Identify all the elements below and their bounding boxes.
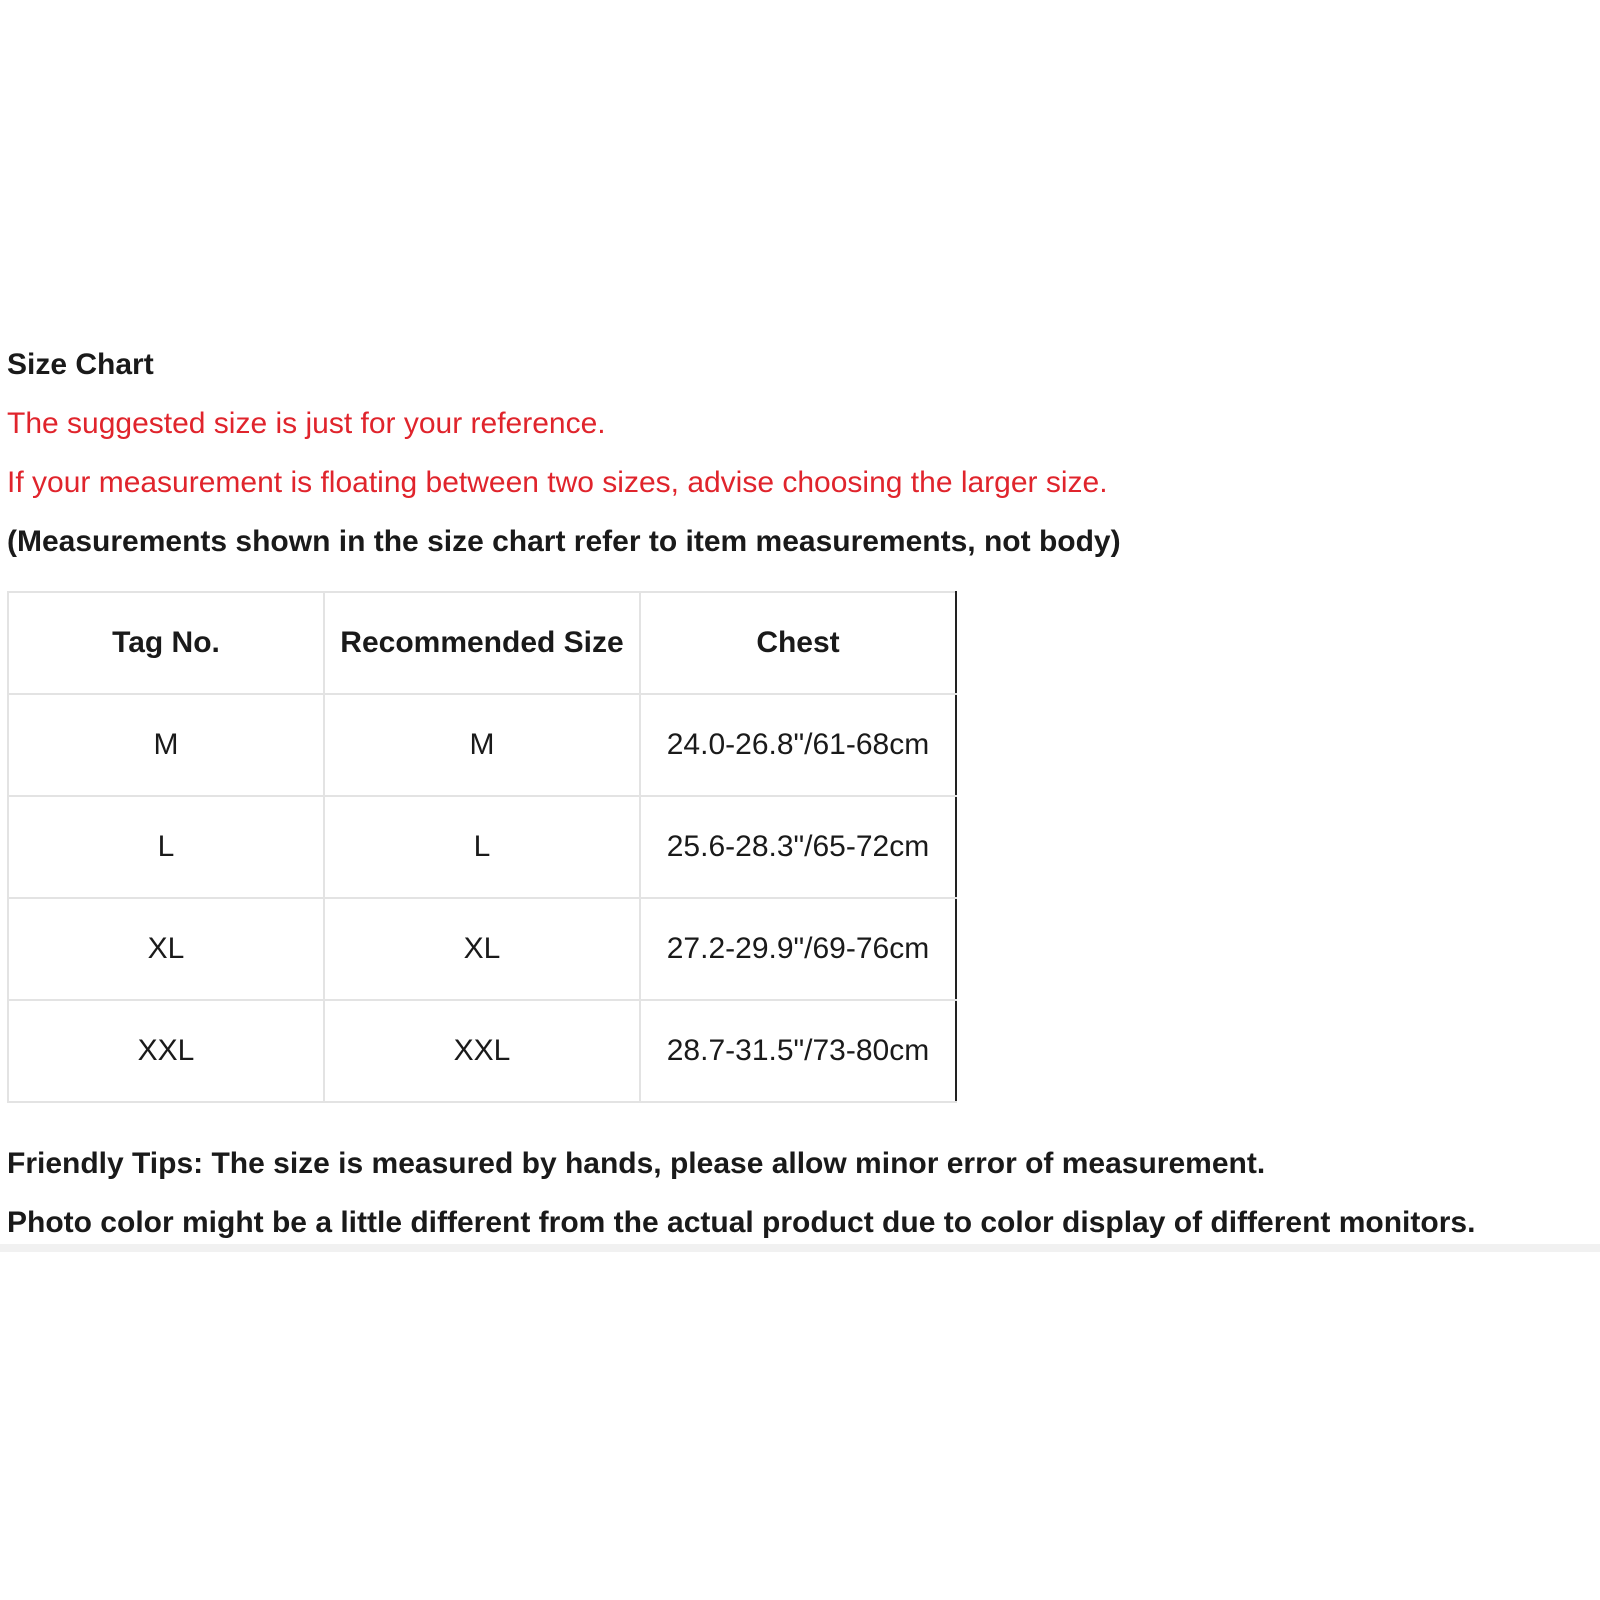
cell-recommended-size: XXL	[324, 1000, 640, 1102]
cell-tag-no: XL	[8, 898, 324, 1000]
cell-chest: 24.0-26.8"/61-68cm	[640, 694, 956, 796]
measurement-note: (Measurements shown in the size chart refer to item measurements, not body)	[7, 525, 1121, 558]
table-row	[8, 694, 956, 796]
table-header-row	[8, 592, 956, 694]
size-table	[7, 591, 957, 1103]
header-recommended-size: Recommended Size	[324, 592, 640, 694]
tip-photo-color: Photo color might be a little different from the actual product due to color display of different monitors.	[7, 1206, 1476, 1239]
cell-recommended-size: L	[324, 796, 640, 898]
cell-recommended-size: M	[324, 694, 640, 796]
cell-tag-no: M	[8, 694, 324, 796]
cell-tag-no: L	[8, 796, 324, 898]
table-row	[8, 898, 956, 1000]
table-row	[8, 1000, 956, 1102]
sizing-advice-note: If your measurement is floating between two sizes, advise choosing the larger size.	[7, 466, 1108, 499]
cell-chest: 25.6-28.3"/65-72cm	[640, 796, 956, 898]
table-row	[8, 796, 956, 898]
cell-tag-no: XXL	[8, 1000, 324, 1102]
size-chart-heading	[7, 348, 1587, 559]
cell-recommended-size: XL	[324, 898, 640, 1000]
cell-chest: 27.2-29.9"/69-76cm	[640, 898, 956, 1000]
header-tag-no: Tag No.	[8, 592, 324, 694]
page-divider	[0, 1244, 1600, 1252]
cell-chest: 28.7-31.5"/73-80cm	[640, 1000, 956, 1102]
header-chest: Chest	[640, 592, 956, 694]
page-title: Size Chart	[7, 348, 154, 381]
tip-measurement: Friendly Tips: The size is measured by hands, please allow minor error of measurement.	[7, 1147, 1266, 1180]
reference-note: The suggested size is just for your reference.	[7, 407, 606, 440]
